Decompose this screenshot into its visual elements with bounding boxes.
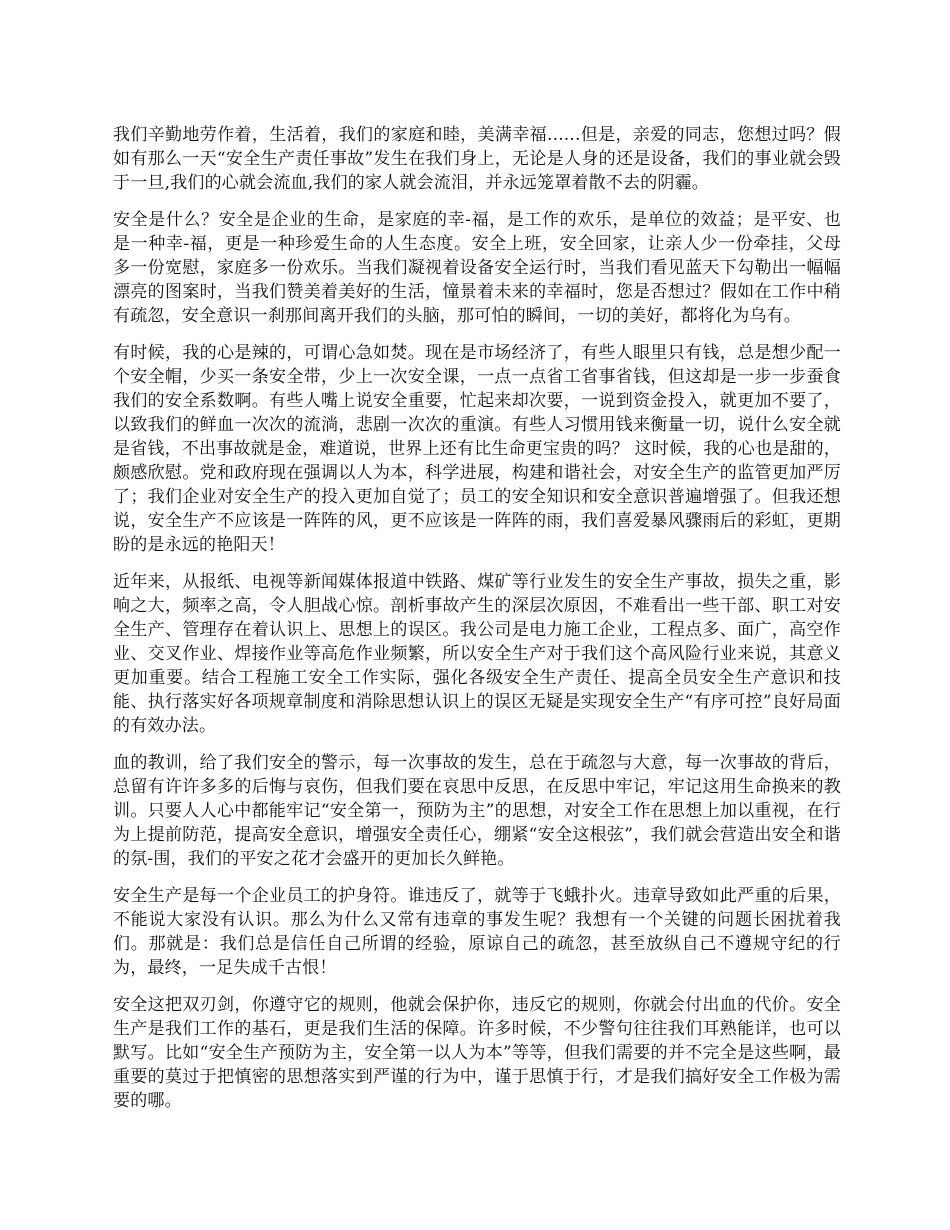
paragraph: 安全生产是每一个企业员工的护身符。谁违反了，就等于飞蛾扑火。违章导致如此严重的后果，不能说大家没有认识。那么为什么又常有违章的事发生呢？我想有一个关键的问题长困扰着我们。那就是：我们总是信任自己所谓的经验，原谅自己的疏忽，甚至放纵自己不遵规守纪的行为，最终，一足失成千古恨！ bbox=[113, 886, 841, 978]
paragraph: 安全是什么？安全是企业的生命，是家庭的幸-福，是工作的欢乐，是单位的效益；是平安、也是一种幸-福，更是一种珍爱生命的人生态度。安全上班，安全回家，让亲人少一份牵挂，父母多一份宽慰，家庭多一份欢乐。当我们凝视着设备安全运行时，当我们看见蓝天下勾勒出一幅幅漂亮的图案时，当我们赞美着美好的生活，憧景着未来的幸福时，您是否想过？假如在工作中稍有疏忽，安全意识一刹那间离开我们的头脑，那可怕的瞬间，一切的美好，都将化为乌有。 bbox=[113, 210, 841, 326]
document-body bbox=[113, 123, 841, 1126]
paragraph: 血的教训，给了我们安全的警示，每一次事故的发生，总在于疏忽与大意，每一次事故的背后，总留有许许多多的后悔与哀伤，但我们要在哀思中反思，在反思中牢记，牢记这用生命换来的教训。只要人人心中都能牢记“安全第一，预防为主”的思想，对安全工作在思想上加以重视，在行为上提前防范，提高安全意识，增强安全责任心，绷紧“安全这根弦”，我们就会营造出安全和谐的氛-围，我们的平安之花才会盛开的更加长久鲜艳。 bbox=[113, 753, 841, 869]
paragraph: 安全这把双刃剑，你遵守它的规则，他就会保护你，违反它的规则，你就会付出血的代价。安全生产是我们工作的基石，更是我们生活的保障。许多时候，不少警句往往我们耳熟能详，也可以默写。比如“安全生产预防为主，安全第一以人为本”等等，但我们需要的并不完全是这些啊，最重要的莫过于把慎密的思想落实到严谨的行为中，谨于思慎于行，才是我们搞好安全工作极为需要的哪。 bbox=[113, 995, 841, 1111]
paragraph: 近年来，从报纸、电视等新闻媒体报道中铁路、煤矿等行业发生的安全生产事故，损失之重，影响之大，频率之高，令人胆战心惊。剖析事故产生的深层次原因，不难看出一些干部、职工对安全生产、管理存在着认识上、思想上的误区。我公司是电力施工企业，工程点多、面广，高空作业、交叉作业、焊接作业等高危作业频繁，所以安全生产对于我们这个高风险行业来说，其意义更加重要。结合工程施工安全工作实际，强化各级安全生产责任、提高全员安全生产意识和技能、执行落实好各项规章制度和消除思想认识上的误区无疑是实现安全生产“有序可控”良好局面的有效办法。 bbox=[113, 572, 841, 736]
paragraph: 有时候，我的心是辣的，可谓心急如焚。现在是市场经济了，有些人眼里只有钱，总是想少配一个安全帽，少买一条安全带，少上一次安全课，一点一点省工省事省钱，但这却是一步一步蚕食我们的安全系数啊。有些人嘴上说安全重要，忙起来却次要，一说到资金投入，就更加不要了，以致我们的鲜血一次次的流淌，悲剧一次次的重演。有些人习惯用钱来衡量一切，说什么安全就是省钱，不出事故就是金，难道说，世界上还有比生命更宝贵的吗？ 这时候，我的心也是甜的，颇感欣慰。党和政府现在强调以人为本，科学进展，构建和谐社会，对安全生产的监管更加严厉了；我们企业对安全生产的投入更加自觉了；员工的安全知识和安全意识普遍增强了。但我还想说，安全生产不应该是一阵阵的风，更不应该是一阵阵的雨，我们喜爱暴风骤雨后的彩虹，更期盼的是永远的艳阳天！ bbox=[113, 343, 842, 555]
paragraph: 我们辛勤地劳作着，生活着，我们的家庭和睦，美满幸福......但是，亲爱的同志，您想过吗？假如有那么一天“安全生产责任事故”发生在我们身上，无论是人身的还是设备，我们的事业就会毁于一旦,我们的心就会流血,我们的家人就会流泪，并永远笼罩着散不去的阴霾。 bbox=[113, 125, 841, 193]
